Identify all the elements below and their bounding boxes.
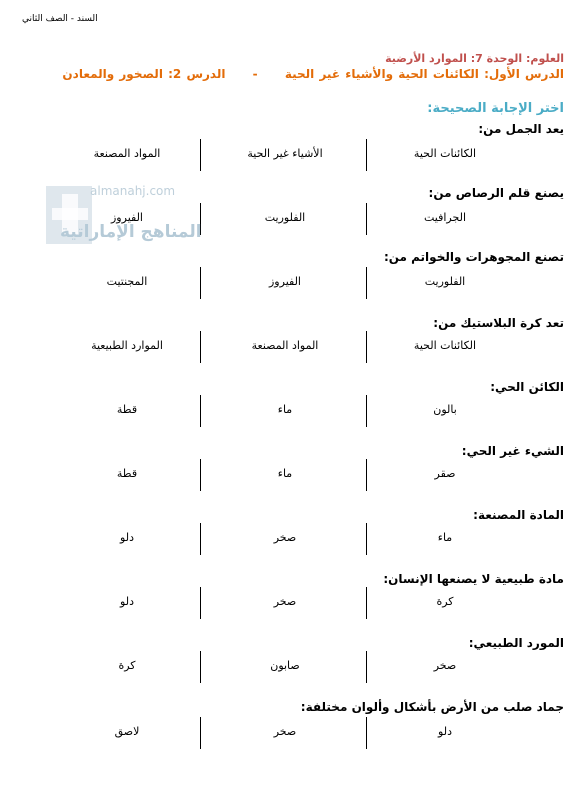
option-4-a[interactable]: الكائنات الحية: [413, 339, 477, 352]
option-1-b[interactable]: الأشياء غير الحية: [247, 147, 323, 160]
question-9: المورد الطبيعي:: [468, 636, 564, 650]
option-divider: [366, 459, 367, 491]
watermark-brand: المناهج الإماراتية: [60, 222, 202, 242]
option-3-a[interactable]: الفلوريت: [424, 275, 466, 288]
question-4-options: [0, 331, 586, 363]
question-3: تصنع المجوهرات والخواتم من:: [383, 250, 564, 264]
option-4-b[interactable]: المواد المصنعة: [251, 339, 319, 352]
question-1: يعد الجمل من:: [478, 122, 564, 136]
option-3-c[interactable]: المجنتيت: [106, 275, 148, 288]
option-9-c[interactable]: كرة: [118, 659, 136, 672]
question-10-options: [0, 717, 586, 749]
option-2-a[interactable]: الجرافيت: [423, 211, 466, 224]
option-5-c[interactable]: قطة: [116, 403, 138, 416]
option-1-a[interactable]: الكائنات الحية: [413, 147, 477, 160]
option-4-c[interactable]: الموارد الطبيعية: [91, 339, 163, 352]
document-header: السند - الصف الثاني: [22, 14, 98, 24]
subject-unit-title: العلوم: الوحدة 7: الموارد الأرضية: [385, 52, 564, 65]
question-5: الكائن الحي:: [490, 380, 564, 394]
option-5-a[interactable]: بالون: [433, 403, 457, 416]
option-10-a[interactable]: دلو: [438, 725, 452, 738]
option-7-b[interactable]: صخر: [273, 531, 297, 544]
question-9-options: [0, 651, 586, 683]
question-10: جماد صلب من الأرض بأشكال وألوان مختلفة:: [300, 700, 564, 714]
question-8: مادة طبيعية لا يصنعها الإنسان:: [383, 572, 564, 586]
option-7-c[interactable]: دلو: [120, 531, 134, 544]
lessons-line: [62, 67, 564, 81]
question-2: يصنع قلم الرصاص من:: [428, 186, 564, 200]
option-9-b[interactable]: صابون: [270, 659, 300, 672]
option-8-a[interactable]: كرة: [436, 595, 454, 608]
option-divider: [366, 587, 367, 619]
option-divider: [366, 395, 367, 427]
option-10-b[interactable]: صخر: [273, 725, 297, 738]
option-divider: [366, 523, 367, 555]
option-divider: [366, 717, 367, 749]
option-7-a[interactable]: ماء: [437, 531, 453, 544]
option-1-c[interactable]: المواد المصنعة: [93, 147, 161, 160]
option-divider: [366, 651, 367, 683]
option-3-b[interactable]: الفيروز: [269, 275, 301, 288]
watermark-site: almanahj.com: [90, 184, 176, 198]
option-2-b[interactable]: الفلوريت: [264, 211, 306, 224]
option-8-b[interactable]: صخر: [273, 595, 297, 608]
lesson-2-title: الدرس 2: الصخور والمعادن: [62, 67, 226, 81]
option-divider: [366, 267, 367, 299]
lesson-1-title: الدرس الأول: الكائنات الحية والأشياء غير الحية: [284, 67, 564, 81]
option-9-a[interactable]: صخر: [433, 659, 457, 672]
question-1-options: [0, 139, 586, 171]
question-7-options: [0, 523, 586, 555]
option-6-c[interactable]: قطة: [116, 467, 138, 480]
question-5-options: [0, 395, 586, 427]
lesson-separator: -: [252, 67, 258, 81]
option-6-b[interactable]: ماء: [277, 467, 293, 480]
question-3-options: [0, 267, 586, 299]
almanahj-watermark: [40, 180, 220, 252]
question-4: تعد كرة البلاستيك من:: [433, 316, 564, 330]
option-10-c[interactable]: لاصق: [114, 725, 140, 738]
option-divider: [366, 139, 367, 171]
question-8-options: [0, 587, 586, 619]
option-divider: [366, 331, 367, 363]
option-8-c[interactable]: دلو: [120, 595, 134, 608]
question-6-options: [0, 459, 586, 491]
option-6-a[interactable]: صقر: [434, 467, 456, 480]
question-6: الشيء غير الحي:: [461, 444, 564, 458]
option-5-b[interactable]: ماء: [277, 403, 293, 416]
option-2-c[interactable]: الفيروز: [111, 211, 143, 224]
instruction-heading: اختر الإجابة الصحيحة:: [427, 101, 564, 116]
question-7: المادة المصنعة:: [473, 508, 564, 522]
option-divider: [366, 203, 367, 235]
